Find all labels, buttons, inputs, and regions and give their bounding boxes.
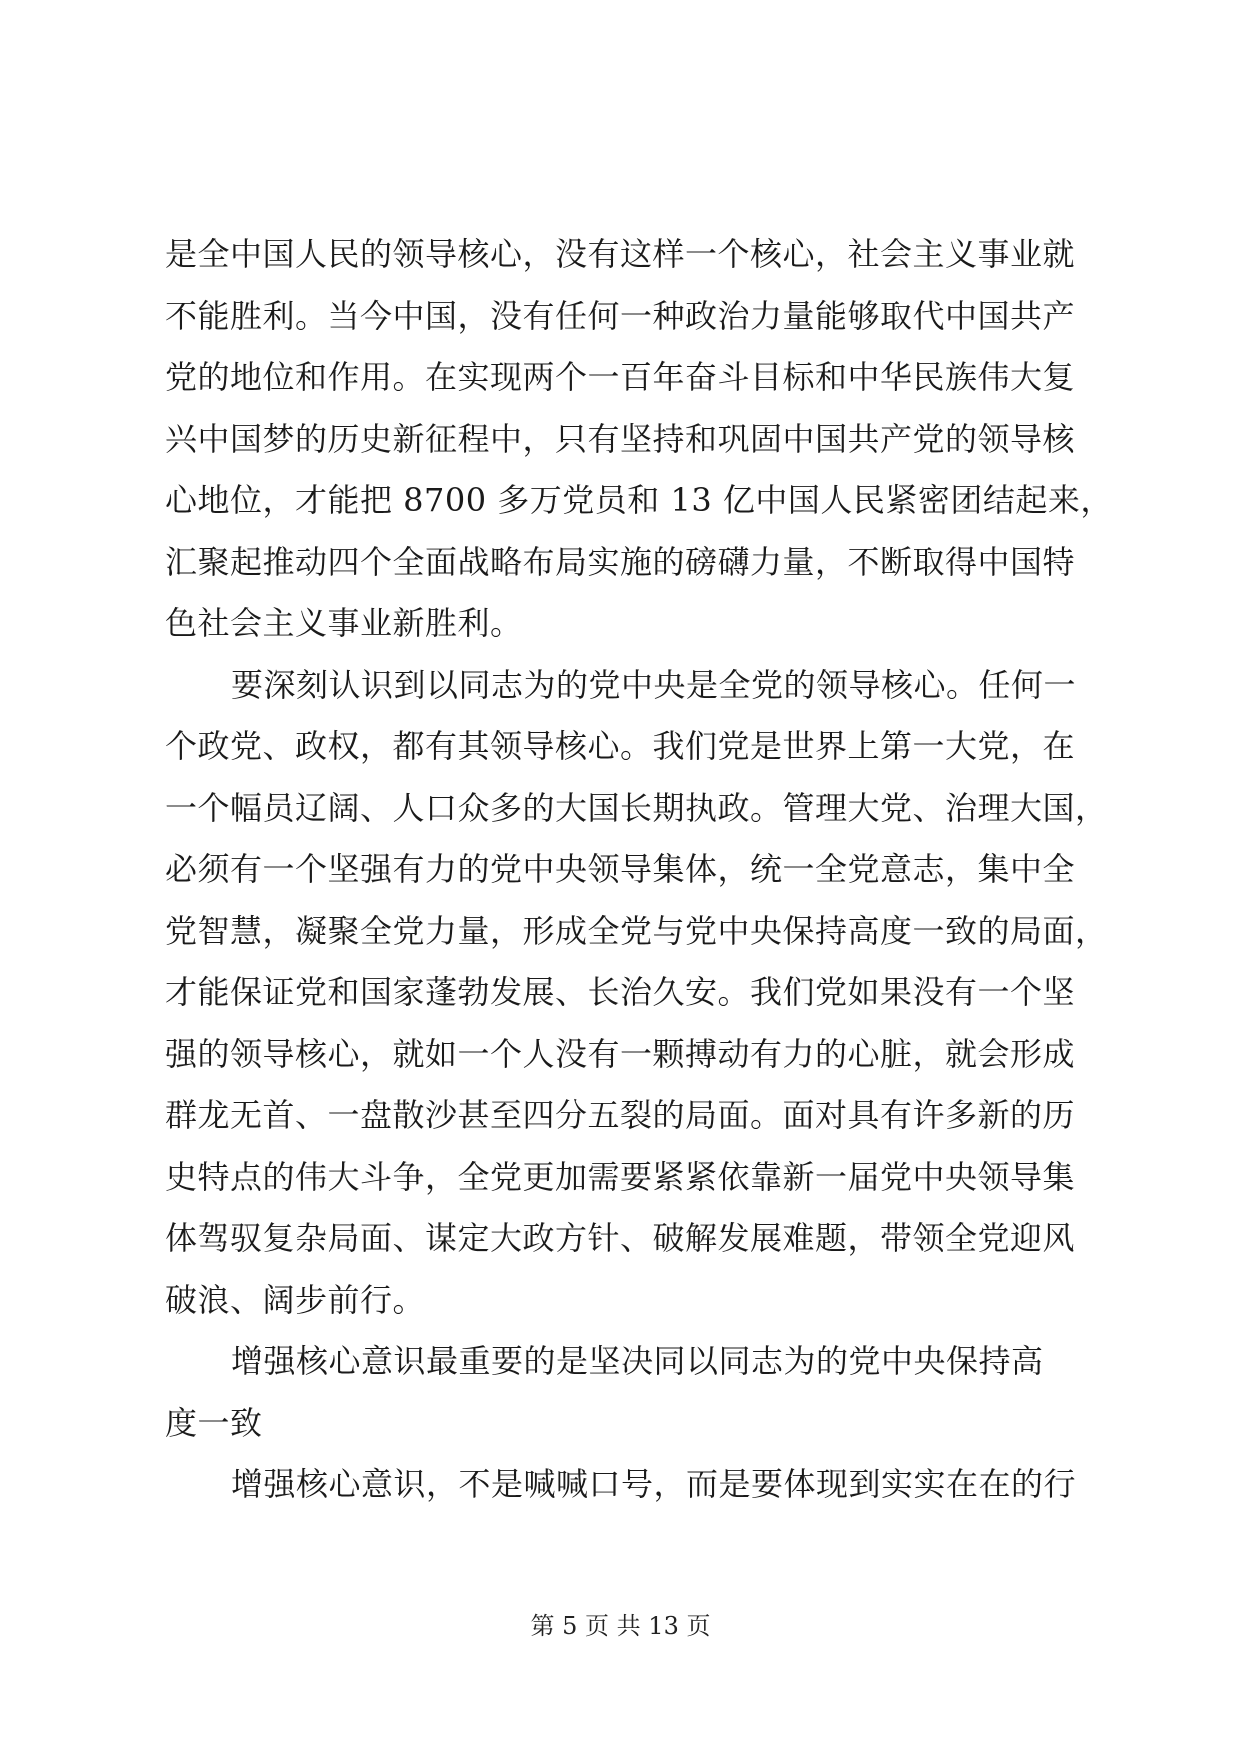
paragraph-first-line: 要深刻认识到以同志为的党中央是全党的领导核心。任何一 (231, 665, 1077, 704)
text-line: 一个幅员辽阔、人口众多的大国长期执政。管理大党、治理大国， (165, 788, 1108, 827)
text-line: 是全中国人民的领导核心，没有这样一个核心，社会主义事业就 (165, 235, 1076, 273)
text-line: 史特点的伟大斗争，全党更加需要紧紧依靠新一届党中央领导集 (165, 1157, 1076, 1196)
text-line: 色社会主义事业新胜利。 (165, 604, 523, 642)
text-line: 个政党、政权，都有其领导核心。我们党是世界上第一大党，在 (165, 727, 1076, 765)
text-line: 心地位，才能把 8700 多万党员和 13 亿中国人民紧密团结起来， (165, 481, 1113, 519)
text-line: 汇聚起推动四个全面战略布局实施的磅礴力量，不断取得中国特 (165, 542, 1076, 581)
text-line: 才能保证党和国家蓬勃发展、长治久安。我们党如果没有一个坚 (165, 973, 1076, 1011)
text-line: 体驾驭复杂局面、谋定大政方针、破解发展难题，带领全党迎风 (165, 1219, 1076, 1257)
text-line: 党的地位和作用。在实现两个一百年奋斗目标和中华民族伟大复 (165, 358, 1076, 396)
text-line: 强的领导核心，就如一个人没有一颗搏动有力的心脏，就会形成 (165, 1034, 1076, 1073)
text-line: 群龙无首、一盘散沙甚至四分五裂的局面。面对具有许多新的历 (165, 1096, 1076, 1134)
paragraph-first-line: 增强核心意识，不是喊喊口号，而是要体现到实实在在的行 (231, 1465, 1077, 1503)
page-number-footer: 第 5 页 共 13 页 (530, 1612, 711, 1640)
text-line: 破浪、阔步前行。 (165, 1280, 426, 1319)
section-heading-line: 度一致 (165, 1403, 263, 1442)
text-line: 兴中国梦的历史新征程中，只有坚持和巩固中国共产党的领导核 (165, 419, 1076, 458)
text-line: 党智慧，凝聚全党力量，形成全党与党中央保持高度一致的局面， (165, 911, 1108, 950)
text-line: 不能胜利。当今中国，没有任何一种政治力量能够取代中国共产 (165, 296, 1076, 335)
text-line: 必须有一个坚强有力的党中央领导集体，统一全党意志，集中全 (165, 850, 1076, 888)
document-body (165, 224, 1113, 1516)
section-heading-line: 增强核心意识最重要的是坚决同以同志为的党中央保持高 (231, 1342, 1044, 1380)
